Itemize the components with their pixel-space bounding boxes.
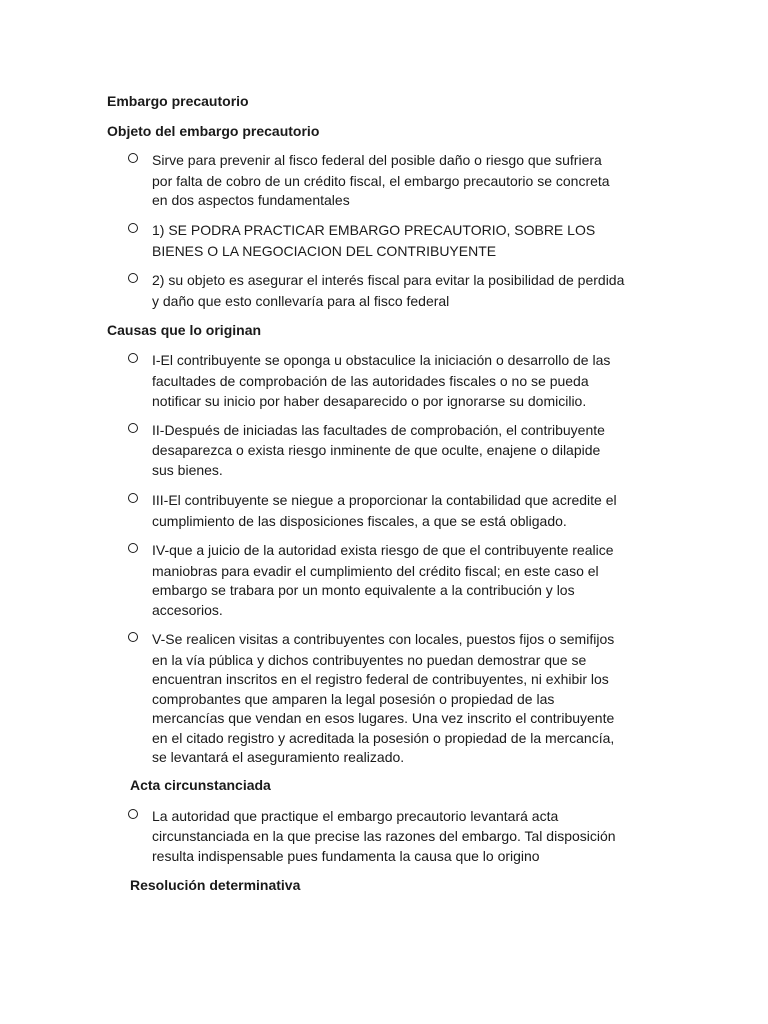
item-text-line: en dos aspectos fundamentales — [152, 192, 350, 208]
item-text-line: resulta indispensable pues fundamenta la causa que lo origino — [152, 848, 540, 864]
item-text-line: maniobras para evadir el cumplimiento del crédito fiscal; en este caso el — [152, 563, 599, 579]
item-text-line: por falta de cobro de un crédito fiscal, el embargo precautorio se concreta — [152, 173, 610, 189]
item-text-line: se levantará el aseguramiento realizado. — [152, 749, 405, 765]
item-text-line: 2) su objeto es asegurar el interés fiscal para evitar la posibilidad de perdida — [152, 272, 625, 288]
document-title: Embargo precautorio — [107, 93, 249, 109]
item-text-line: BIENES O LA NEGOCIACION DEL CONTRIBUYENTE — [152, 243, 497, 259]
item-text-line: sus bienes. — [152, 462, 223, 478]
item-text-line: La autoridad que practique el embargo precautorio levantará acta — [152, 808, 559, 824]
hollow-circle-bullet-icon — [128, 273, 138, 283]
item-text-line: mercancías que vendan en esos lugares. Una vez inscrito el contribuyente — [152, 710, 615, 726]
hollow-circle-bullet-icon — [128, 223, 138, 233]
hollow-circle-bullet-icon — [128, 353, 138, 363]
item-text-line: notificar su inicio por haber desaparecido o por ignorarse su domicilio. — [152, 393, 587, 409]
section-heading-resolucion: Resolución determinativa — [130, 877, 301, 893]
hollow-circle-bullet-icon — [128, 632, 138, 642]
section-heading-causas: Causas que lo originan — [107, 322, 262, 338]
item-text-line: IV-que a juicio de la autoridad exista riesgo de que el contribuyente realice — [152, 542, 614, 558]
item-text-line: comprobantes que amparen la legal posesión o propiedad de las — [152, 691, 555, 707]
item-text-line: 1) SE PODRA PRACTICAR EMBARGO PRECAUTORIO, SOBRE LOS — [152, 222, 596, 238]
hollow-circle-bullet-icon — [128, 153, 138, 163]
item-text-line: accesorios. — [152, 602, 223, 618]
hollow-circle-bullet-icon — [128, 423, 138, 433]
hollow-circle-bullet-icon — [128, 809, 138, 819]
item-text-line: Sirve para prevenir al fisco federal del posible daño o riesgo que sufriera — [152, 152, 602, 168]
hollow-circle-bullet-icon — [128, 493, 138, 503]
item-text-line: embargo se trabara por un monto equivalente a la contribución y los — [152, 582, 575, 598]
item-text-line: desaparezca o exista riesgo inminente de que oculte, enajene o dilapide — [152, 442, 601, 458]
item-text-line: en la vía pública y dichos contribuyentes no puedan demostrar que se — [152, 652, 587, 668]
item-text-line: en el citado registro y acreditada la posesión o propiedad de la mercancía, — [152, 730, 615, 746]
item-text-line: III-El contribuyente se niegue a proporcionar la contabilidad que acredite el — [152, 492, 617, 508]
section-heading-objeto: Objeto del embargo precautorio — [107, 123, 320, 139]
item-text-line: circunstanciada en la que precise las razones del embargo. Tal disposición — [152, 828, 616, 844]
item-text-line: I-El contribuyente se oponga u obstaculice la iniciación o desarrollo de las — [152, 352, 611, 368]
item-text-line: V-Se realicen visitas a contribuyentes con locales, puestos fijos o semifijos — [152, 631, 615, 647]
hollow-circle-bullet-icon — [128, 543, 138, 553]
item-text-line: cumplimiento de las disposiciones fiscales, a que se está obligado. — [152, 513, 567, 529]
item-text-line: y daño que esto conllevaría para al fisco federal — [152, 293, 450, 309]
item-text-line: facultades de comprobación de las autoridades fiscales o no se pueda — [152, 373, 589, 389]
section-heading-acta: Acta circunstanciada — [130, 777, 271, 793]
item-text-line: encuentran inscritos en el registro federal de contribuyentes, ni exhibir los — [152, 671, 609, 687]
item-text-line: II-Después de iniciadas las facultades de comprobación, el contribuyente — [152, 422, 605, 438]
